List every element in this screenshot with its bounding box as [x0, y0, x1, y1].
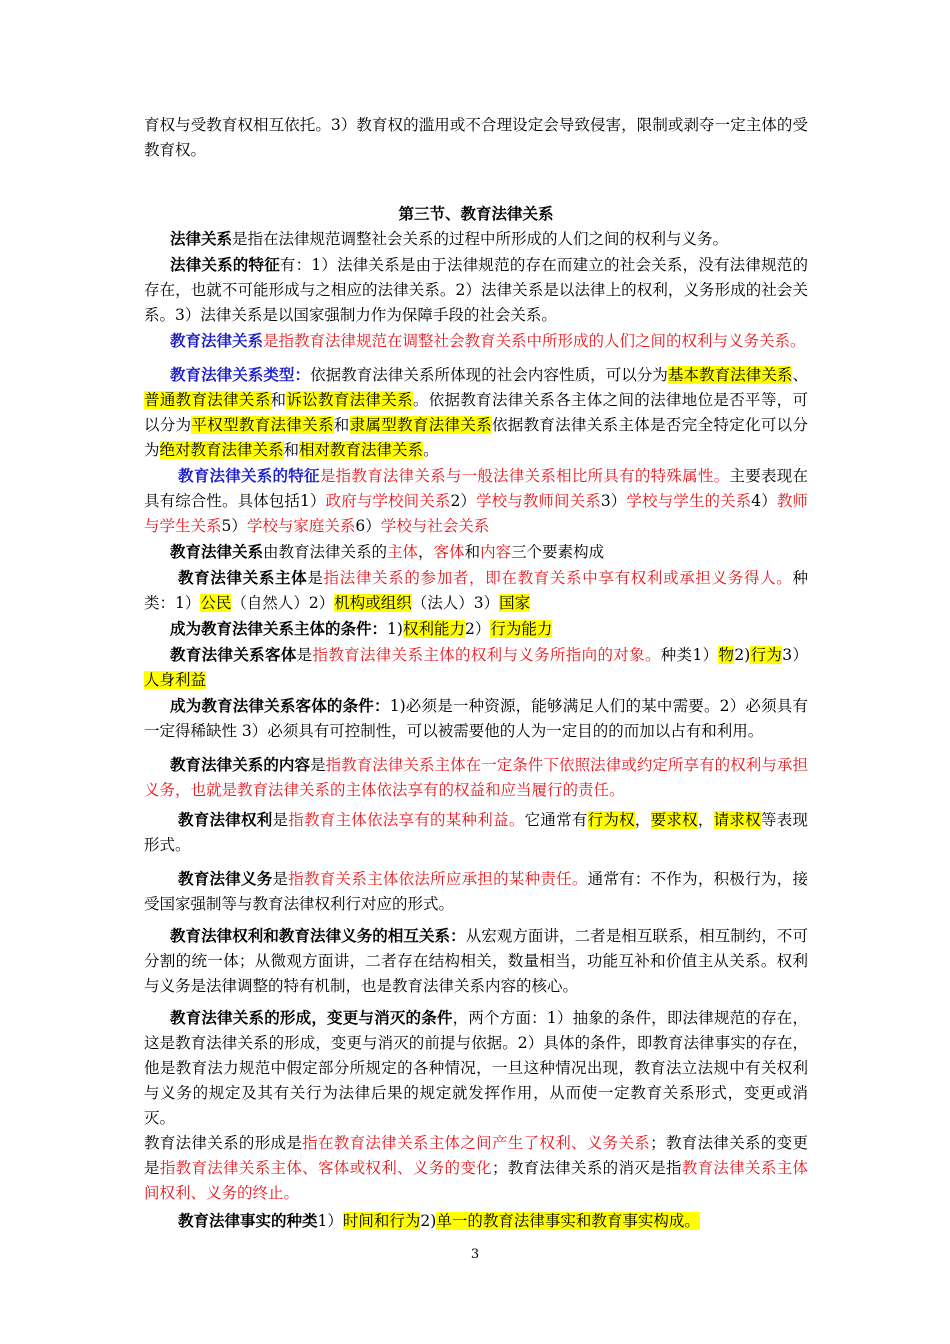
text: 和 — [283, 441, 300, 459]
term: 法律关系 — [170, 229, 233, 248]
term: 教育法律关系客体 — [170, 645, 297, 664]
definition: 是指教育法律规范在调整社会教育关系中所形成的人们之间的权利与义务关系。 — [263, 332, 806, 350]
text: 。 — [423, 441, 439, 459]
text: 主要表现在具有综合性。具体包括1） — [144, 467, 808, 510]
item: 教师与学生关系 — [144, 492, 808, 535]
text: 依据教育法律关系所体现的社会内容性质，可以分为 — [310, 366, 668, 384]
paragraph-legal-facts — [144, 1208, 808, 1234]
text: ，两个方面：1）抽象的条件，即法律规范的存在，这是教育法律关系的形成，变更与消灭的前提与依据。2）具体的条件，即教育法律事实的存在，他是教育法力规范中假定部分所规定的各种情况，一旦这种情况出现，教育法立法规中有关权利与义务的规定及其有关行为法律后果的规定就发挥作用，从而使一定教育关系形式，变更或消灭。 — [144, 1009, 808, 1127]
definition: 指法律关系的参加者，即在教育关系中享有权利或承担义务得人。 — [323, 569, 793, 587]
text: 从宏观方面讲，二者是相互联系，相互制约，不可分割的统一体；从微观方面讲，二者存在结构相关，数量相当，功能互补和价值主从关系。权利与义务是法律调整的特有机制，也是教育法律关系内容的核心。 — [144, 927, 808, 995]
paragraph-object-conditions — [144, 693, 808, 744]
highlight: 行为 — [750, 646, 783, 664]
highlight: 公民 — [200, 594, 232, 612]
highlight: 要求权 — [650, 811, 698, 829]
term: 法律关系的特征 — [170, 255, 280, 274]
definition: 指教育法律关系主体、客体或权利、义务的变化 — [159, 1159, 492, 1177]
highlight: 隶属型教育法律关系 — [349, 416, 492, 434]
item: 学校与教师间关系 — [476, 492, 601, 510]
paragraph-obligations — [144, 866, 808, 917]
paragraph-relation-types — [144, 362, 808, 463]
term: 教育法律权利和教育法律义务的相互关系： — [170, 926, 466, 945]
definition: 指教育关系主体依法所应承担的某种责任。 — [288, 870, 588, 888]
highlight: 平权型教育法律关系 — [191, 416, 334, 434]
text: 是 — [307, 569, 324, 587]
text: （法人）3） — [411, 594, 500, 612]
term: 教育法律关系类型： — [170, 365, 311, 384]
text: 是 — [272, 811, 289, 829]
text: 1） — [317, 1212, 343, 1230]
highlight: 单一的教育法律事实和教育事实构成。 — [436, 1212, 700, 1230]
definition: 指在教育法律关系主体之间产生了权利、义务关系 — [302, 1134, 651, 1152]
highlight: 相对教育法律关系 — [299, 441, 424, 459]
text: 3） — [600, 492, 627, 510]
text: 等表现形式。 — [144, 811, 808, 854]
term: 教育法律关系的内容 — [170, 755, 311, 774]
text: （自然人）2） — [231, 594, 335, 612]
term: 教育法律义务 — [178, 869, 273, 888]
paragraph-edu-relation-features — [144, 463, 808, 539]
item: 客体 — [433, 543, 465, 561]
highlight: 普通教育法律关系 — [144, 391, 271, 409]
text: 1) — [387, 620, 403, 638]
paragraph-rights — [144, 807, 808, 858]
term: 成为教育法律关系客体的条件： — [170, 696, 390, 715]
item: 学校与学生的关系 — [626, 492, 752, 510]
text: 和 — [333, 416, 350, 434]
paragraph-object — [144, 642, 808, 693]
page-number: 3 — [470, 1247, 480, 1262]
item: 政府与学校间关系 — [325, 492, 451, 510]
term: 成为教育法律关系主体的条件： — [170, 619, 388, 638]
paragraph-rights-obligations-relation — [144, 923, 808, 999]
text: 三个要素构成 — [511, 543, 605, 561]
definition: 教育法律关系主体间权利、义务的终止。 — [144, 1159, 808, 1202]
text: 依据教育法律关系主体是否完全特定化可以分为 — [144, 416, 808, 459]
text: 2） — [450, 492, 477, 510]
definition: 是指教育法律关系与一般法律关系相比所具有的特殊属性。 — [319, 467, 730, 485]
text: 种类：1） — [144, 569, 808, 612]
text: 1)必须是一种资源，能够满足人们的某中需要。2）必须具有一定得稀缺性 3）必须具有可控制性，可以被需要他的人为一定目的的而加以占有和利用。 — [144, 697, 808, 740]
paragraph-formation-definitions — [144, 1131, 808, 1206]
text: 教育法律关系的形成是 — [144, 1134, 303, 1152]
paragraph-three-elements — [144, 539, 808, 565]
text: 和 — [464, 543, 481, 561]
text: 是 — [272, 870, 289, 888]
definition: 指教育法律关系主体的权利与义务所指向的对象。 — [312, 646, 661, 664]
term: 教育法律权利 — [178, 810, 273, 829]
item: 学校与家庭关系 — [246, 517, 356, 535]
section-title: 第三节、教育法律关系 — [398, 204, 554, 223]
text: 2) — [734, 646, 751, 664]
paragraph-subject-conditions — [144, 616, 808, 642]
text: ， — [697, 811, 714, 829]
text: 由教育法律关系的 — [263, 543, 388, 561]
text: ；教育法律关系的变更是 — [144, 1134, 808, 1177]
term: 教育法律关系 — [170, 331, 264, 350]
highlight: 国家 — [499, 594, 531, 612]
highlight: 人身利益 — [144, 671, 207, 689]
highlight: 物 — [718, 646, 735, 664]
paragraph-subject — [144, 565, 808, 616]
highlight: 机构或组织 — [334, 594, 412, 612]
text: 是 — [310, 756, 326, 774]
definition: 指教育主体依法享有的某种利益。 — [288, 811, 525, 829]
text: ， — [634, 811, 651, 829]
highlight: 绝对教育法律关系 — [159, 441, 284, 459]
text: 通常有：不作为，积极行为，接受国家强制等与教育法律权利行对应的形式。 — [144, 870, 808, 913]
text: 2） — [464, 620, 491, 638]
paragraph-legal-relation-features — [144, 252, 808, 328]
text: ， — [418, 543, 434, 561]
text: 它通常有 — [524, 811, 588, 829]
text: 4） — [751, 492, 777, 510]
term: 教育法律事实的种类 — [178, 1211, 318, 1230]
text: 是指在法律规范调整社会关系的过程中所形成的人们之间的权利与义务。 — [232, 230, 729, 248]
item: 主体 — [387, 543, 419, 561]
text: 。依据教育法律关系各主体之间的法律地位是否平等，可以分为 — [144, 391, 808, 434]
text: 是 — [296, 646, 313, 664]
highlight: 行为能力 — [490, 620, 553, 638]
highlight: 权利能力 — [402, 620, 465, 638]
term: 教育法律关系的特征 — [178, 466, 320, 485]
item: 学校与社会关系 — [380, 517, 490, 535]
document-body — [144, 113, 808, 1234]
text: 2) — [420, 1212, 437, 1230]
text: 和 — [270, 391, 287, 409]
text: 种类1） — [660, 646, 719, 664]
text: 有：1）法律关系是由于法律规范的存在而建立的社会关系，没有法律规范的存在，也就不可能形成与之相应的法律关系。2）法律关系是以法律上的权利，义务形成的社会关系。3）法律关系是以国家强制力作为保障手段的社会关系。 — [144, 256, 808, 324]
definition: 指教育法律关系主体在一定条件下依照法律或约定所享有的权利与承担义务，也就是教育法律关系的主体依法享有的权益和应当履行的责任。 — [144, 756, 808, 799]
paragraph-formation-conditions — [144, 1005, 808, 1131]
term: 教育法律关系主体 — [178, 568, 308, 587]
highlight: 时间和行为 — [342, 1212, 421, 1230]
text: ；教育法律关系的消灭是指 — [491, 1159, 682, 1177]
paragraph-edu-legal-relation — [144, 328, 808, 354]
paragraph-continued: 育权与受教育权相互依托。3）教育权的滥用或不合理设定会导致侵害，限制或剥夺一定主体的受教育权。 — [144, 116, 808, 159]
text: 、 — [792, 366, 808, 384]
text: 5） — [221, 517, 247, 535]
text: 3） — [782, 646, 808, 664]
term: 教育法律关系的形成，变更与消灭的条件 — [170, 1008, 453, 1027]
highlight: 诉讼教育法律关系 — [286, 391, 413, 409]
highlight: 基本教育法律关系 — [667, 366, 793, 384]
text: 6） — [355, 517, 381, 535]
term: 教育法律关系 — [170, 542, 264, 561]
item: 内容 — [480, 543, 512, 561]
paragraph-legal-relation — [144, 226, 808, 252]
highlight: 请求权 — [713, 811, 761, 829]
paragraph-content — [144, 752, 808, 803]
highlight: 行为权 — [587, 811, 635, 829]
